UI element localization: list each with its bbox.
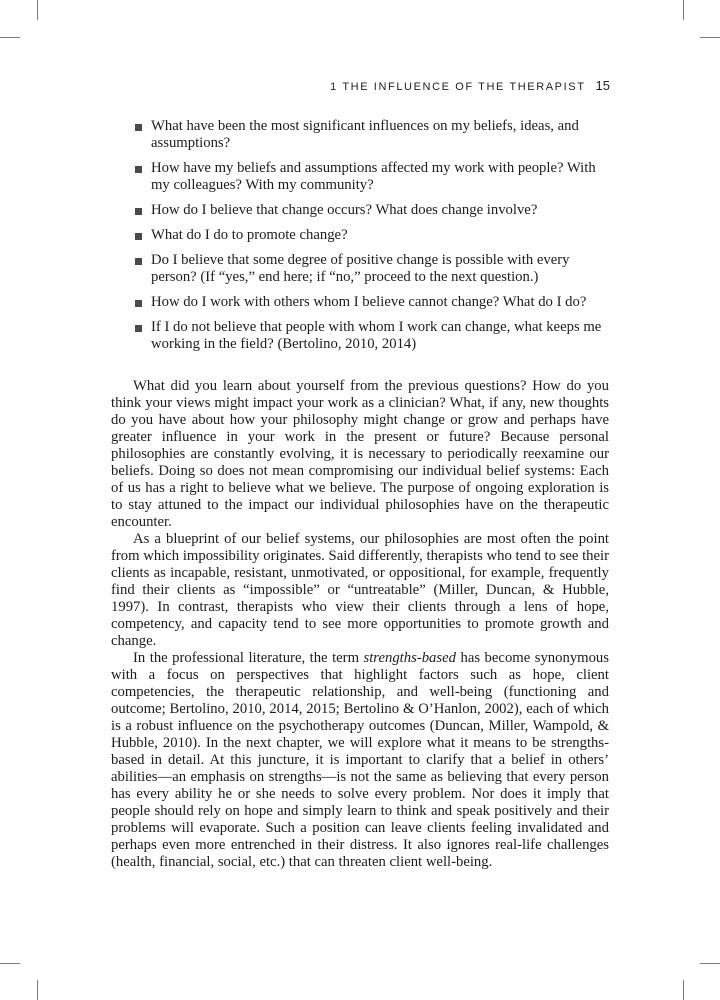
crop-mark <box>683 0 684 20</box>
crop-mark <box>37 0 38 20</box>
list-item: What do I do to promote change? <box>133 227 613 244</box>
square-bullet-icon <box>135 124 142 131</box>
page-number: 15 <box>595 78 610 93</box>
square-bullet-icon <box>135 208 142 215</box>
crop-mark <box>700 963 720 964</box>
crop-mark <box>0 963 20 964</box>
crop-mark <box>683 980 684 1000</box>
crop-mark <box>37 980 38 1000</box>
square-bullet-icon <box>135 300 142 307</box>
crop-mark <box>700 37 720 38</box>
body-text <box>111 378 609 871</box>
square-bullet-icon <box>135 166 142 173</box>
list-item: What have been the most significant influences on my beliefs, ideas, and assumptions? <box>133 118 613 152</box>
crop-mark <box>0 37 20 38</box>
list-item: If I do not believe that people with whom I work can change, what keeps me working in the field? (Bertolino, 2010, 2014) <box>133 319 613 353</box>
square-bullet-icon <box>135 233 142 240</box>
list-item: How have my beliefs and assumptions affected my work with people? With my colleagues? With my community? <box>133 160 613 194</box>
paragraph: As a blueprint of our belief systems, our philosophies are most often the point from which impossibility originates. Said differently, therapists who tend to see their clients as incapable, resistant, unmotivated, or oppositional, for example, frequently find their clients as “impossible” or “untreatable” (Miller, Duncan, & Hubble, 1997). In contrast, therapists who view their clients through a lens of hope, competency, and capacity tend to see more opportunities to promote growth and change. <box>111 531 609 649</box>
list-item: How do I believe that change occurs? What does change involve? <box>133 202 613 219</box>
square-bullet-icon <box>135 258 142 265</box>
question-list <box>133 118 613 361</box>
list-item: Do I believe that some degree of positive change is possible with every person? (If “yes,” end here; if “no,” proceed to the next question.) <box>133 252 613 286</box>
list-item: How do I work with others whom I believe cannot change? What do I do? <box>133 294 613 311</box>
square-bullet-icon <box>135 325 142 332</box>
paragraph: What did you learn about yourself from the previous questions? How do you think your views might impact your work as a clinician? What, if any, new thoughts do you have about how your philosophy might change or grow and perhaps have greater influence in your work in the present or future? Because personal philosophies are constantly evolving, it is necessary to periodically reexamine our beliefs. Doing so does not mean compromising our individual belief systems: Each of us has a right to believe what we believe. The purpose of ongoing exploration is to stay attuned to the impact our individual philosophies have on the therapeutic encounter. <box>111 378 609 530</box>
running-head <box>140 78 610 93</box>
paragraph: In the professional literature, the term strengths-based has become synonymous with a focus on perspectives that highlight factors such as hope, client competencies, the therapeutic relationship, and well-being (functioning and outcome; Bertolino, 2010, 2014, 2015; Bertolino & O’Hanlon, 2002), each of which is a robust influence on the psychotherapy outcomes (Duncan, Miller, Wampold, & Hubble, 2010). In the next chapter, we will explore what it means to be strengths-based in detail. At this juncture, it is important to clarify that a belief in others’ abilities—an emphasis on strengths—is not the same as believing that every person has every ability he or she needs to solve every problem. Nor does it imply that people should rely on hope and simply learn to think and speak positively and their problems will evaporate. Such a position can leave clients feeling invalidated and perhaps even more entrenched in their distress. It also ignores real-life challenges (health, financial, social, etc.) that can threaten client well-being. <box>111 650 609 870</box>
emphasized-term: strengths-based <box>363 650 456 666</box>
chapter-title: 1 THE INFLUENCE OF THE THERAPIST <box>330 81 586 93</box>
